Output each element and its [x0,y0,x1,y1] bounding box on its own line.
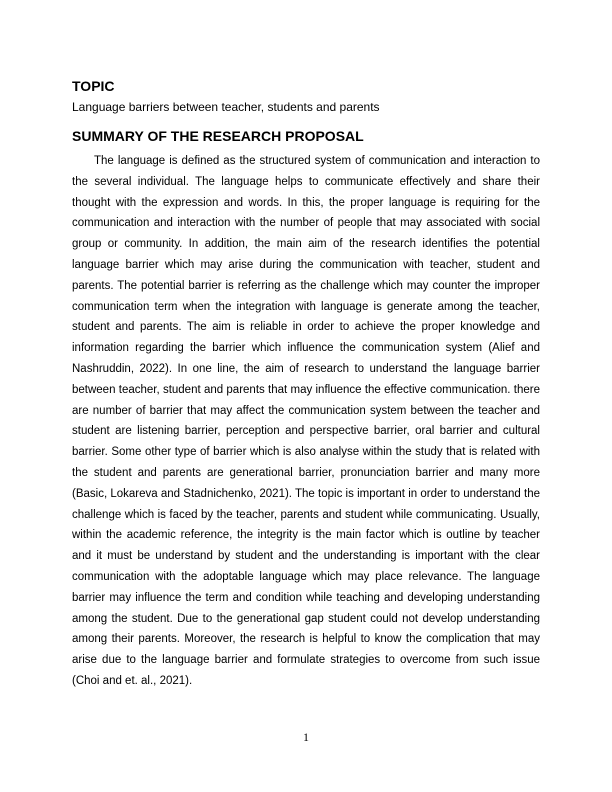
topic-heading: TOPIC [72,78,115,94]
summary-heading: SUMMARY OF THE RESEARCH PROPOSAL [72,128,364,144]
topic-text: Language barriers between teacher, students and parents [72,100,380,114]
page-number: 1 [303,730,309,744]
summary-paragraph: The language is defined as the structured system of communication and interaction to the several individual. The language helps to communicate effectively and share their thought with the expression and words. In this, the proper language is requiring for the communication and interaction with the number of people that may associated with social group or community. In addition, the main aim of the research identifies the potential language barrier which may arise during the communication with teacher, student and parents. The potential barrier is referring as the challenge which may counter the improper communication term when the integration with language is generate among the teacher, student and parents. The aim is reliable in order to achieve the proper knowledge and information regarding the barrier which influence the communication system (Alief and Nashruddin, 2022). In one line, the aim of research to understand the language barrier between teacher, student and parents that may influence the effective communication. there are number of barrier that may affect the communication system between the teacher and student are listening barrier, perception and perspective barrier, oral barrier and cultural barrier. Some other type of barrier which is also analyse within the study that is related with the student and parents are generational barrier, pronunciation barrier and many more (Basic, Lokareva and Stadnichenko, 2021). The topic is important in order to understand the challenge which is faced by the teacher, parents and student while communicating. Usually, within the academic reference, the integrity is the main factor which is outline by teacher and it must be understand by student and the understanding is important with the clear communication with the adoptable language which may place relevance. The language barrier may influence the term and condition while teaching and developing understanding among the student. Due to the generational gap student could not develop understanding among their parents. Moreover, the research is helpful to know the complication that may arise due to the language barrier and formulate strategies to overcome from such issue (Choi and et. al., 2021). [72,155,540,687]
